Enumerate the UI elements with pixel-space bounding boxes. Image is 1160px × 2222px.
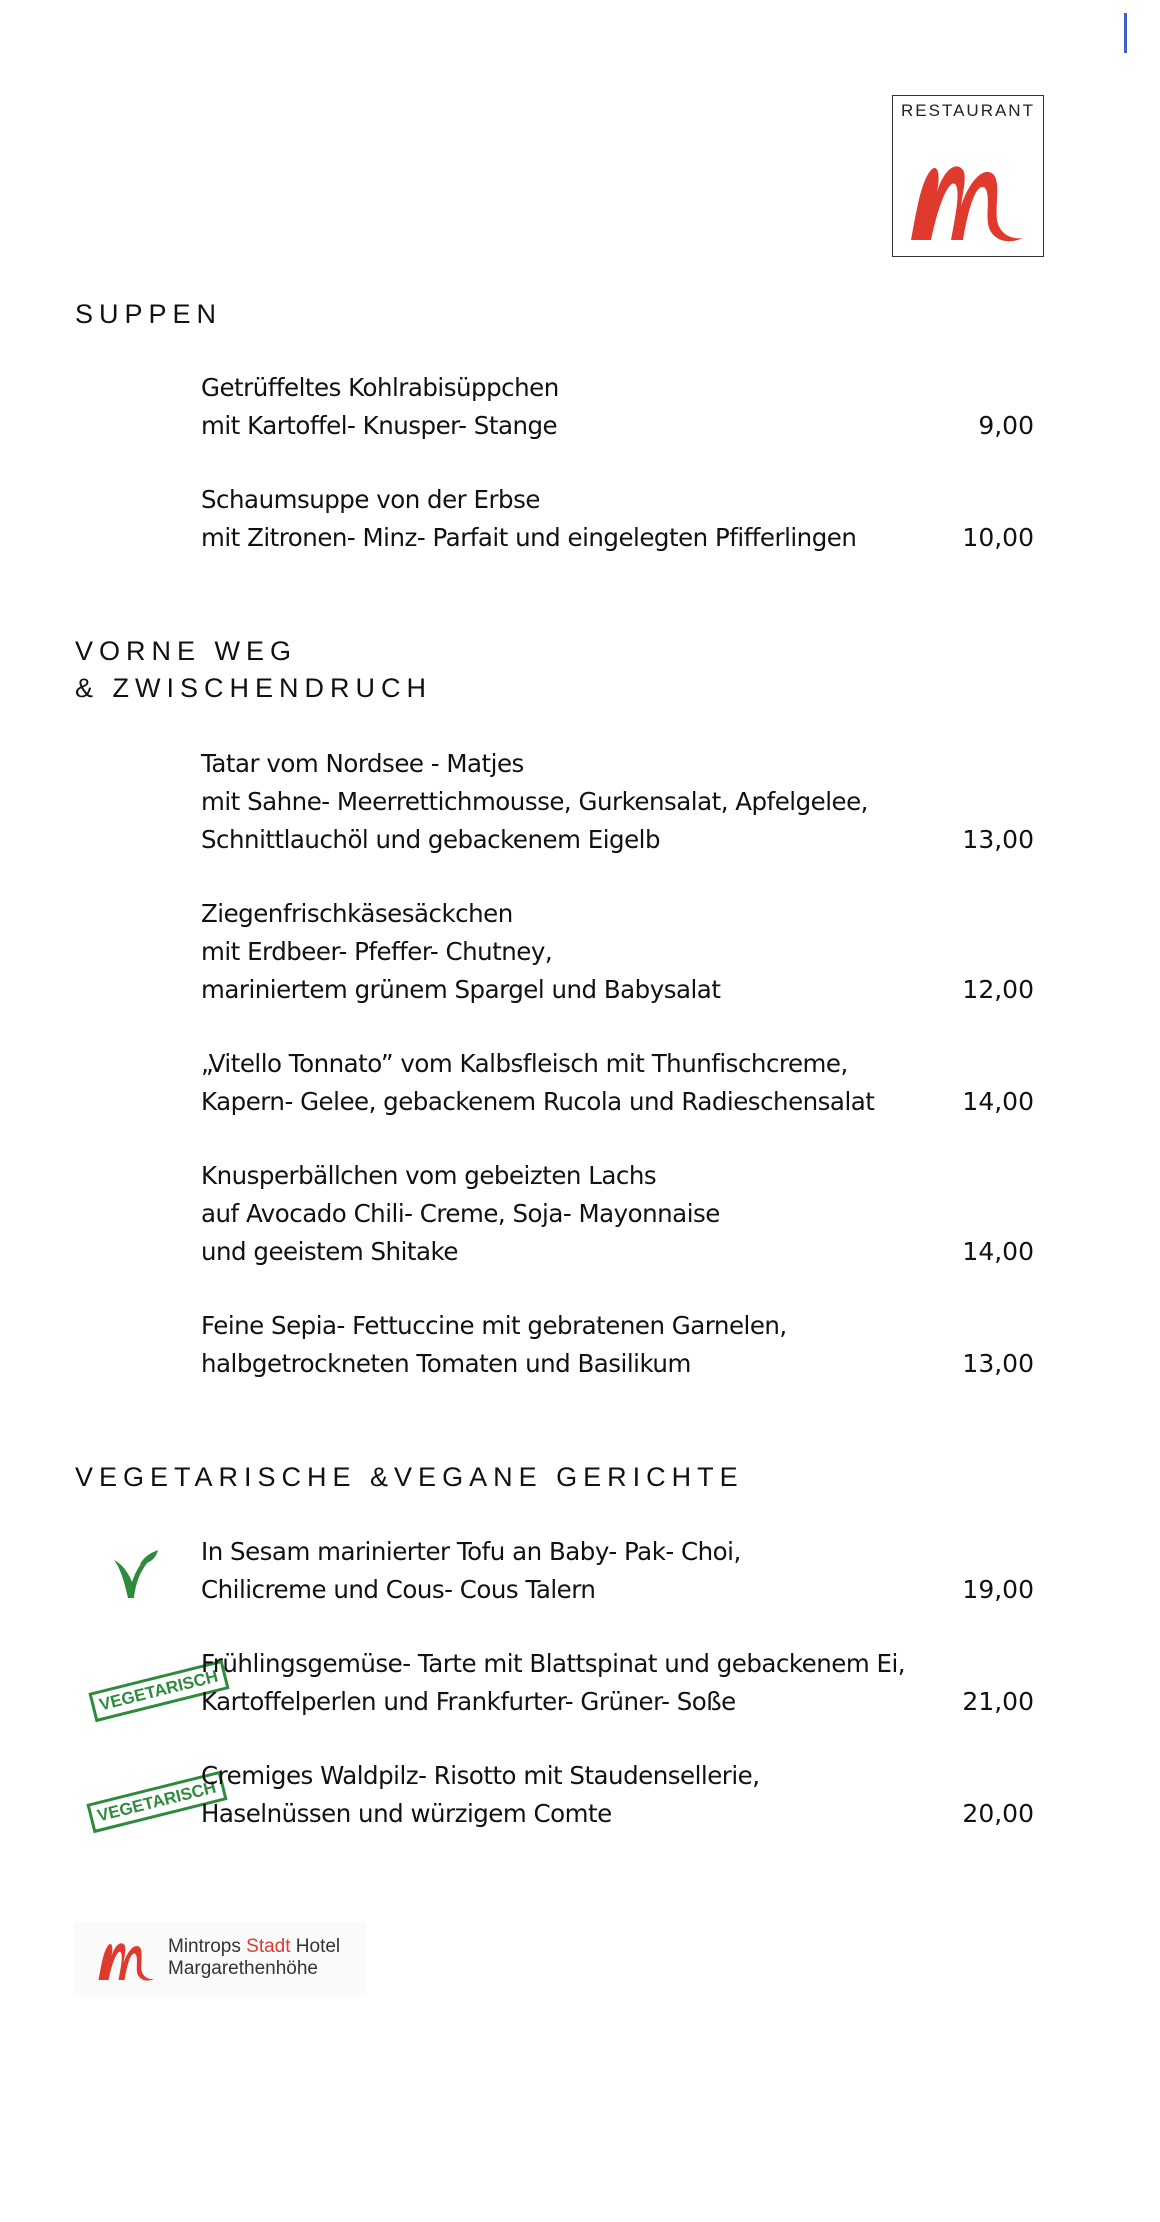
dish-price: 13,00 bbox=[962, 1349, 1034, 1378]
dish-price: 19,00 bbox=[962, 1575, 1034, 1604]
dish-line: mariniertem grünem Spargel und Babysalat bbox=[201, 975, 721, 1004]
restaurant-logo bbox=[892, 95, 1044, 257]
dish-2 bbox=[201, 745, 1039, 859]
dish-6 bbox=[201, 1307, 1039, 1383]
dish-1 bbox=[201, 481, 1039, 557]
text-cursor-marker bbox=[1124, 13, 1127, 53]
dish-line: Haselnüssen und würzigem Comte bbox=[201, 1799, 612, 1828]
vegetarian-badge-label: VEGETARISCH bbox=[95, 1777, 218, 1826]
hotel-name-part2: Stadt bbox=[246, 1936, 291, 1957]
logo-word: RESTAURANT bbox=[901, 101, 1035, 120]
dish-line: Tatar vom Nordsee - Matjes bbox=[201, 749, 524, 778]
dish-line: halbgetrockneten Tomaten und Basilikum bbox=[201, 1349, 691, 1378]
dish-price: 20,00 bbox=[962, 1799, 1034, 1828]
dish-line: „Vitello Tonnato” vom Kalbsfleisch mit Thunfischcreme, bbox=[201, 1049, 848, 1078]
dish-line: Feine Sepia- Fettuccine mit gebratenen Garnelen, bbox=[201, 1311, 787, 1340]
dish-8 bbox=[201, 1645, 1039, 1721]
section-title-vegetarisch: VEGETARISCHE &VEGANE GERICHTE bbox=[75, 1462, 744, 1492]
dish-price: 13,00 bbox=[962, 825, 1034, 854]
m-logo-small-icon bbox=[94, 1934, 160, 1984]
dish-price: 14,00 bbox=[962, 1237, 1034, 1266]
dish-9 bbox=[201, 1757, 1039, 1833]
dish-line: In Sesam marinierter Tofu an Baby- Pak- Choi, bbox=[201, 1537, 741, 1566]
m-logo-icon bbox=[903, 148, 1033, 248]
hotel-name-part3: Hotel bbox=[295, 1936, 341, 1957]
dish-line: Frühlingsgemüse- Tarte mit Blattspinat und gebackenem Ei, bbox=[201, 1649, 906, 1678]
dish-line: mit Erdbeer- Pfeffer- Chutney, bbox=[201, 937, 553, 966]
dish-4 bbox=[201, 1045, 1039, 1121]
dish-price: 21,00 bbox=[962, 1687, 1034, 1716]
dish-line: Schaumsuppe von der Erbse bbox=[201, 485, 540, 514]
dish-0 bbox=[201, 369, 1039, 445]
hotel-logo bbox=[74, 1922, 366, 1996]
dish-price: 14,00 bbox=[962, 1087, 1034, 1116]
section-title-vorne-weg: VORNE WEG bbox=[75, 636, 298, 666]
dish-line: Chilicreme und Cous- Cous Talern bbox=[201, 1575, 596, 1604]
hotel-location: Margarethenhöhe bbox=[168, 1958, 318, 1979]
dish-price: 10,00 bbox=[962, 523, 1034, 552]
dish-line: Schnittlauchöl und gebackenem Eigelb bbox=[201, 825, 660, 854]
dish-line: Getrüffeltes Kohlrabisüppchen bbox=[201, 373, 559, 402]
dish-line: mit Zitronen- Minz- Parfait und eingelegten Pfifferlingen bbox=[201, 523, 857, 552]
dish-line: mit Sahne- Meerrettichmousse, Gurkensalat, Apfelgelee, bbox=[201, 787, 868, 816]
dish-line: Kartoffelperlen und Frankfurter- Grüner- Soße bbox=[201, 1687, 736, 1716]
dish-line: auf Avocado Chili- Creme, Soja- Mayonnaise bbox=[201, 1199, 720, 1228]
hotel-name-part1: Mintrops bbox=[168, 1936, 241, 1957]
dish-line: mit Kartoffel- Knusper- Stange bbox=[201, 411, 558, 440]
dish-7 bbox=[201, 1533, 1039, 1609]
dish-line: Ziegenfrischkäsesäckchen bbox=[201, 899, 513, 928]
section-title-zwischendruch: & ZWISCHENDRUCH bbox=[75, 673, 432, 703]
hotel-name bbox=[168, 1936, 340, 1958]
vegan-leaf-icon bbox=[110, 1546, 162, 1606]
dish-line: Knusperbällchen vom gebeizten Lachs bbox=[201, 1161, 657, 1190]
dish-5 bbox=[201, 1157, 1039, 1271]
dish-3 bbox=[201, 895, 1039, 1009]
dish-line: Kapern- Gelee, gebackenem Rucola und Radieschensalat bbox=[201, 1087, 875, 1116]
dish-line: Cremiges Waldpilz- Risotto mit Staudensellerie, bbox=[201, 1761, 760, 1790]
section-title-suppen: SUPPEN bbox=[75, 299, 223, 329]
vegetarian-badge-label: VEGETARISCH bbox=[97, 1666, 220, 1715]
dish-price: 9,00 bbox=[978, 411, 1034, 440]
dish-line: und geeistem Shitake bbox=[201, 1237, 458, 1266]
dish-price: 12,00 bbox=[962, 975, 1034, 1004]
